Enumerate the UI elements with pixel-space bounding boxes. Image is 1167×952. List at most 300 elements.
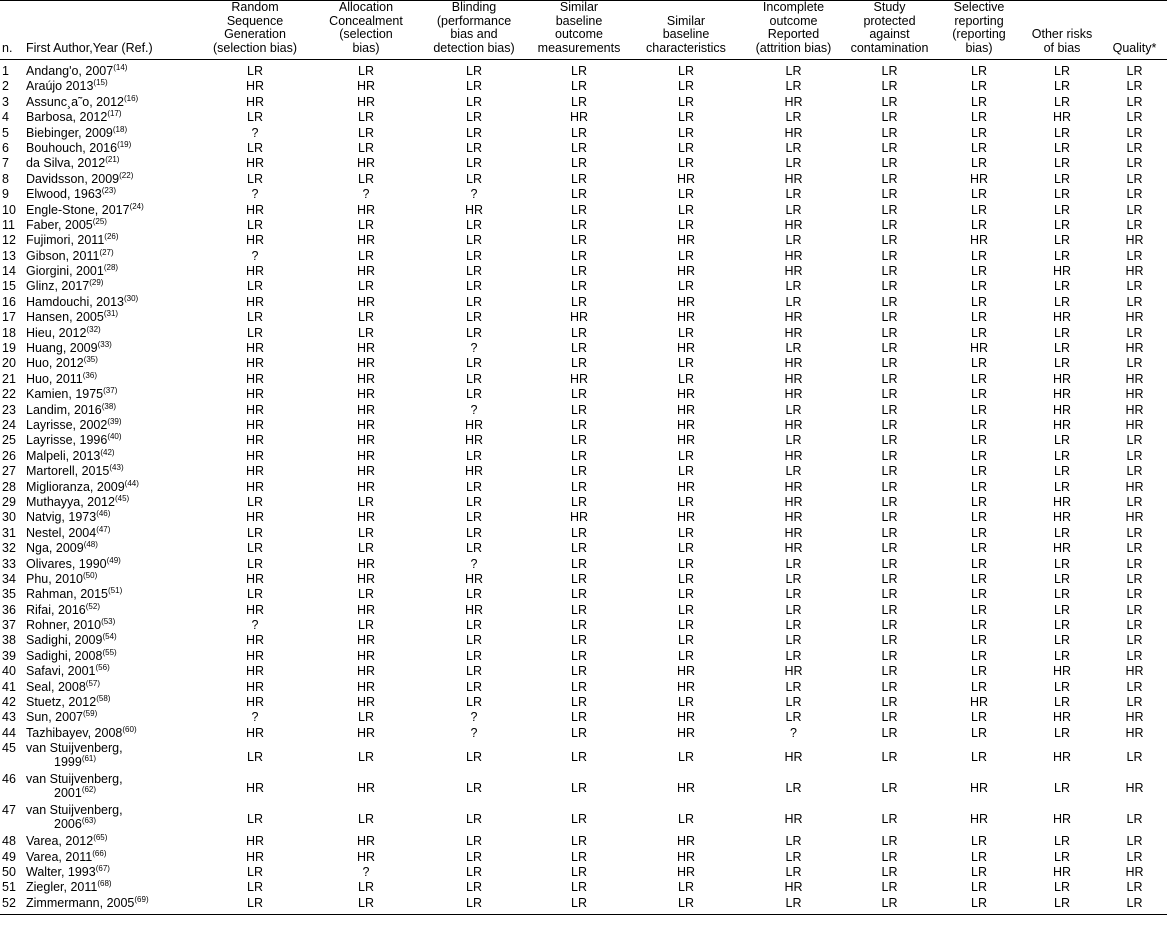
risk-cell: LR	[571, 679, 587, 694]
risk-cell: LR	[466, 494, 482, 509]
risk-cell: LR	[785, 679, 802, 694]
table-row	[0, 187, 1167, 202]
reference-number: (30)	[123, 293, 139, 303]
risk-cell: LR	[571, 279, 587, 294]
reference-number: (21)	[105, 155, 120, 165]
risk-cell: LR	[1126, 602, 1143, 617]
risk-cell: LR	[881, 811, 898, 826]
risk-cell: HR	[676, 679, 696, 694]
risk-cell: LR	[247, 171, 263, 186]
risk-cell: LR	[1054, 294, 1070, 309]
risk-cell: LR	[881, 602, 898, 617]
risk-cell: ?	[470, 710, 478, 725]
risk-cell: LR	[1054, 356, 1070, 371]
author-name: Landim, 2016	[26, 402, 102, 417]
reference-number: (26)	[104, 232, 119, 242]
risk-cell: LR	[971, 510, 987, 525]
risk-cell: LR	[881, 371, 898, 386]
risk-cell: HR	[245, 479, 265, 494]
row-number: 10	[2, 202, 16, 217]
risk-cell: LR	[247, 279, 263, 294]
reference-number: (67)	[95, 863, 110, 873]
row-number: 32	[2, 541, 16, 556]
reference-number: (24)	[129, 201, 144, 211]
risk-cell: LR	[785, 110, 802, 125]
reference-number: (18)	[112, 124, 128, 134]
table-row	[0, 510, 1167, 525]
risk-cell: HR	[1125, 402, 1144, 417]
author-name: Zimmermann, 2005	[26, 895, 135, 910]
risk-cell: LR	[881, 525, 898, 540]
risk-cell: LR	[466, 587, 482, 602]
risk-cell: HR	[676, 780, 696, 795]
row-number: 34	[2, 571, 16, 586]
risk-cell: LR	[881, 541, 898, 556]
risk-cell: HR	[356, 371, 376, 386]
risk-cell: LR	[678, 880, 694, 895]
risk-cell: LR	[466, 880, 482, 895]
risk-cell: LR	[785, 864, 802, 879]
author-year	[26, 60, 196, 80]
risk-cell: LR	[1126, 79, 1143, 94]
risk-cell: LR	[785, 79, 802, 94]
risk-cell: LR	[466, 171, 482, 186]
risk-cell: HR	[676, 341, 696, 356]
risk-cell: HR	[1052, 110, 1072, 125]
risk-cell: HR	[245, 510, 265, 525]
risk-cell: LR	[466, 294, 482, 309]
risk-cell: LR	[358, 541, 374, 556]
row-number: 18	[2, 325, 16, 340]
risk-cell: LR	[530, 896, 628, 915]
risk-cell: HR	[784, 325, 803, 340]
risk-cell: LR	[971, 110, 987, 125]
risk-cell: HR	[245, 402, 265, 417]
risk-cell: LR	[678, 541, 694, 556]
risk-cell: HR	[245, 464, 265, 479]
row-number: 33	[2, 556, 16, 571]
risk-cell: LR	[678, 811, 694, 826]
risk-cell: LR	[678, 356, 694, 371]
risk-cell: ?	[470, 402, 478, 417]
row-number: 37	[2, 618, 16, 633]
author-year	[26, 341, 196, 356]
risk-cell: LR	[466, 125, 482, 140]
reference-number: (59)	[83, 709, 98, 719]
risk-cell: LR	[678, 633, 694, 648]
risk-cell: LR	[571, 448, 587, 463]
author-name: Assunc¸a˜o, 2012	[26, 94, 124, 109]
risk-cell: HR	[245, 602, 265, 617]
risk-cell: HR	[245, 387, 265, 402]
author-name: Huo, 2012	[26, 356, 84, 371]
risk-cell: LR	[1054, 448, 1070, 463]
risk-cell: HR	[245, 571, 265, 586]
risk-cell: HR	[676, 402, 696, 417]
risk-cell: HR	[784, 880, 803, 895]
author-year	[26, 726, 196, 741]
risk-cell: HR	[356, 648, 376, 663]
table-row	[0, 60, 1167, 80]
author-name: Olivares, 1990	[26, 556, 107, 571]
risk-cell: HR	[356, 510, 376, 525]
author-name: Fujimori, 2011	[26, 233, 105, 248]
table-row	[0, 618, 1167, 633]
table-row	[0, 633, 1167, 648]
reference-number: (37)	[103, 386, 118, 396]
risk-cell: LR	[571, 64, 587, 78]
risk-cell: LR	[971, 618, 987, 633]
table-row	[0, 141, 1167, 156]
risk-cell: HR	[784, 417, 803, 432]
risk-cell: HR	[356, 556, 376, 571]
risk-cell: LR	[881, 387, 898, 402]
reference-number: (28)	[103, 263, 119, 273]
risk-cell: LR	[466, 679, 482, 694]
risk-cell: LR	[571, 602, 587, 617]
risk-cell: LR	[1054, 695, 1070, 710]
row-number: 11	[2, 217, 15, 232]
author-year	[26, 680, 196, 695]
row-number: 12	[2, 233, 16, 248]
risk-cell: ?	[362, 864, 370, 879]
row-number: 2	[2, 79, 9, 94]
risk-cell: LR	[1054, 217, 1070, 232]
risk-cell: LR	[466, 618, 482, 633]
risk-cell: LR	[785, 633, 802, 648]
risk-cell: HR	[356, 233, 376, 248]
row-number: 45	[2, 741, 16, 756]
author-name: Walter, 1993	[26, 864, 96, 879]
author-year	[26, 356, 196, 371]
author-year	[26, 279, 196, 294]
risk-cell: LR	[1054, 571, 1070, 586]
risk-cell: LR	[358, 217, 374, 232]
risk-cell: LR	[881, 494, 898, 509]
risk-cell: HR	[784, 171, 803, 186]
risk-cell: LR	[881, 864, 898, 879]
risk-cell: LR	[744, 896, 843, 915]
row-number: 44	[2, 725, 16, 740]
risk-cell: HR	[969, 695, 989, 710]
risk-cell: LR	[1126, 587, 1143, 602]
risk-cell: HR	[676, 864, 696, 879]
risk-cell: LR	[1126, 571, 1143, 586]
risk-cell: HR	[245, 664, 265, 679]
risk-cell: HR	[969, 811, 989, 826]
author-year	[26, 541, 196, 556]
table-row	[0, 433, 1167, 448]
risk-cell: HR	[676, 664, 696, 679]
risk-cell: LR	[881, 64, 898, 78]
author-year	[26, 310, 196, 325]
risk-cell: HR	[356, 849, 376, 864]
row-number: 16	[2, 294, 16, 309]
author-year	[26, 633, 196, 648]
risk-cell: LR	[571, 156, 587, 171]
risk-cell: LR	[466, 664, 482, 679]
risk-cell: HR	[784, 510, 803, 525]
reference-number: (29)	[89, 278, 104, 288]
risk-cell: HR	[1052, 510, 1072, 525]
risk-cell: HR	[784, 356, 803, 371]
risk-cell: LR	[881, 294, 898, 309]
risk-cell: LR	[571, 556, 587, 571]
risk-cell: LR	[881, 710, 898, 725]
risk-cell: HR	[1125, 710, 1144, 725]
row-number: 50	[2, 864, 16, 879]
risk-cell: LR	[358, 140, 374, 155]
risk-cell: LR	[1022, 896, 1102, 915]
risk-cell: HR	[1052, 864, 1072, 879]
risk-cell: HR	[245, 233, 265, 248]
risk-cell: HR	[245, 202, 265, 217]
risk-cell: LR	[881, 264, 898, 279]
risk-cell: LR	[1126, 464, 1143, 479]
risk-cell: HR	[356, 264, 376, 279]
risk-cell: LR	[358, 494, 374, 509]
risk-cell: LR	[678, 64, 694, 78]
risk-cell: LR	[571, 571, 587, 586]
risk-cell: LR	[881, 279, 898, 294]
risk-cell: LR	[247, 811, 263, 826]
table-row	[0, 603, 1167, 618]
risk-cell: LR	[678, 248, 694, 263]
risk-cell: HR	[784, 371, 803, 386]
author-year	[26, 865, 196, 880]
author-name: Tazhibayev, 2008	[26, 725, 123, 740]
reference-number: (58)	[96, 694, 111, 704]
risk-cell: HR	[784, 479, 803, 494]
risk-cell: HR	[1052, 664, 1072, 679]
risk-cell: LR	[466, 110, 482, 125]
risk-cell: HR	[569, 371, 589, 386]
risk-cell: LR	[1054, 140, 1070, 155]
risk-cell: LR	[358, 749, 374, 764]
risk-cell: LR	[881, 464, 898, 479]
table-row	[0, 541, 1167, 556]
risk-cell: LR	[678, 110, 694, 125]
author-name: Varea, 2012	[26, 834, 94, 849]
risk-cell: LR	[358, 64, 374, 78]
reference-number: (22)	[119, 170, 134, 180]
risk-cell: LR	[466, 849, 482, 864]
row-number: 25	[2, 433, 16, 448]
row-number: 49	[2, 849, 16, 864]
risk-cell: HR	[676, 310, 696, 325]
risk-cell: LR	[1126, 187, 1143, 202]
table-row	[0, 403, 1167, 418]
author-year	[26, 79, 196, 94]
risk-cell: LR	[1054, 834, 1070, 849]
row-number: 7	[2, 156, 9, 171]
risk-cell: LR	[466, 156, 482, 171]
risk-cell: LR	[881, 618, 898, 633]
risk-cell: ?	[251, 710, 259, 725]
author-year	[26, 664, 196, 679]
risk-cell: HR	[1125, 233, 1144, 248]
author-year	[26, 449, 196, 464]
risk-cell: HR	[569, 510, 589, 525]
risk-cell: LR	[785, 602, 802, 617]
risk-cell: HR	[464, 464, 484, 479]
table-row	[0, 664, 1167, 679]
risk-cell: HR	[1052, 387, 1072, 402]
risk-cell: LR	[571, 94, 587, 109]
reference-number: (46)	[96, 509, 111, 519]
author-year	[26, 850, 196, 865]
risk-cell: HR	[356, 479, 376, 494]
risk-cell: LR	[881, 79, 898, 94]
author-name: Giorgini, 2001	[26, 264, 104, 279]
risk-cell: HR	[969, 341, 989, 356]
risk-cell: LR	[466, 356, 482, 371]
risk-cell: LR	[881, 156, 898, 171]
risk-cell: LR	[971, 479, 987, 494]
risk-cell: LR	[971, 834, 987, 849]
reference-number: (50)	[83, 570, 98, 580]
risk-cell: LR	[247, 587, 263, 602]
risk-cell: LR	[571, 695, 587, 710]
risk-cell: HR	[1125, 664, 1144, 679]
risk-cell: LR	[971, 294, 987, 309]
risk-cell: LR	[466, 510, 482, 525]
author-name: Elwood, 1963	[26, 187, 102, 202]
risk-cell: HR	[245, 679, 265, 694]
author-year	[26, 603, 196, 618]
risk-cell: LR	[785, 187, 802, 202]
risk-cell: LR	[247, 325, 263, 340]
risk-cell: LR	[247, 556, 263, 571]
risk-cell: LR	[1126, 525, 1143, 540]
reference-number: (32)	[86, 324, 101, 334]
risk-cell: LR	[247, 494, 263, 509]
risk-cell: LR	[571, 479, 587, 494]
risk-cell: HR	[676, 725, 696, 740]
risk-cell: LR	[247, 525, 263, 540]
risk-cell: LR	[1054, 648, 1070, 663]
header-baseline-characteristics: Similar baseline characteristics	[628, 1, 744, 60]
author-year	[26, 618, 196, 633]
risk-cell: LR	[678, 525, 694, 540]
row-number: 24	[2, 417, 16, 432]
risk-cell: LR	[1054, 679, 1070, 694]
author-name: Rifai, 2016	[26, 602, 86, 617]
risk-cell: ?	[470, 556, 478, 571]
author-year	[26, 326, 196, 341]
risk-cell: LR	[1054, 602, 1070, 617]
risk-cell: LR	[571, 341, 587, 356]
risk-cell: LR	[571, 710, 587, 725]
risk-cell: LR	[678, 217, 694, 232]
row-number: 6	[2, 140, 9, 155]
risk-cell: LR	[1054, 279, 1070, 294]
reference-number: (23)	[101, 186, 116, 196]
risk-cell: HR	[569, 110, 589, 125]
reference-number: (54)	[102, 632, 117, 642]
risk-cell: LR	[571, 648, 587, 663]
risk-cell: HR	[245, 849, 265, 864]
row-number: 14	[2, 264, 16, 279]
risk-cell: LR	[678, 571, 694, 586]
risk-cell: HR	[356, 417, 376, 432]
risk-cell: LR	[971, 202, 987, 217]
row-number: 41	[2, 679, 16, 694]
risk-cell: LR	[678, 618, 694, 633]
risk-cell: LR	[1126, 849, 1143, 864]
author-name: Huo, 2011	[26, 371, 83, 386]
risk-cell: LR	[971, 64, 987, 78]
risk-cell: HR	[356, 571, 376, 586]
author-year	[26, 880, 196, 895]
risk-cell: LR	[466, 387, 482, 402]
risk-cell: LR	[678, 695, 694, 710]
risk-cell: LR	[1054, 171, 1070, 186]
row-number: 48	[2, 834, 16, 849]
risk-cell: LR	[571, 140, 587, 155]
risk-cell: LR	[971, 387, 987, 402]
risk-cell: LR	[971, 494, 987, 509]
risk-cell: LR	[1102, 896, 1167, 915]
reference-number: (69)	[134, 894, 149, 904]
risk-cell: LR	[358, 618, 374, 633]
risk-cell: HR	[784, 264, 803, 279]
risk-cell: LR	[785, 587, 802, 602]
author-year	[26, 803, 196, 834]
author-year	[26, 387, 196, 402]
reference-number: (48)	[83, 540, 98, 550]
risk-cell: HR	[784, 125, 803, 140]
risk-cell: LR	[571, 217, 587, 232]
header-incomplete-outcome: Incomplete outcome Reported (attrition bias)	[744, 1, 843, 60]
author-year	[26, 510, 196, 525]
risk-cell: LR	[1054, 556, 1070, 571]
risk-cell: LR	[881, 587, 898, 602]
reference-number: (42)	[100, 447, 115, 457]
risk-cell: LR	[881, 571, 898, 586]
risk-cell: HR	[969, 780, 989, 795]
author-name: Davidsson, 2009	[26, 171, 120, 186]
risk-cell: LR	[1054, 464, 1070, 479]
risk-cell: LR	[678, 602, 694, 617]
risk-cell: LR	[881, 679, 898, 694]
risk-cell: LR	[1126, 880, 1143, 895]
risk-cell: LR	[247, 541, 263, 556]
risk-cell: LR	[1054, 156, 1070, 171]
risk-cell: HR	[356, 79, 376, 94]
risk-cell: LR	[358, 248, 374, 263]
risk-cell: HR	[356, 356, 376, 371]
risk-cell: HR	[676, 171, 696, 186]
risk-cell: LR	[571, 325, 587, 340]
risk-cell: HR	[245, 433, 265, 448]
risk-cell: LR	[785, 849, 802, 864]
risk-cell: LR	[785, 64, 802, 78]
risk-cell: HR	[356, 834, 376, 849]
risk-cell: LR	[881, 695, 898, 710]
risk-cell: LR	[785, 294, 802, 309]
reference-number: (43)	[109, 463, 124, 473]
risk-cell: HR	[245, 417, 265, 432]
table-row	[0, 587, 1167, 602]
risk-cell: LR	[785, 464, 802, 479]
risk-cell: LR	[466, 140, 482, 155]
risk-cell: HR	[784, 248, 803, 263]
author-year	[26, 403, 196, 418]
row-number: 43	[2, 710, 16, 725]
risk-cell: HR	[1125, 479, 1144, 494]
table-row	[0, 803, 1167, 834]
